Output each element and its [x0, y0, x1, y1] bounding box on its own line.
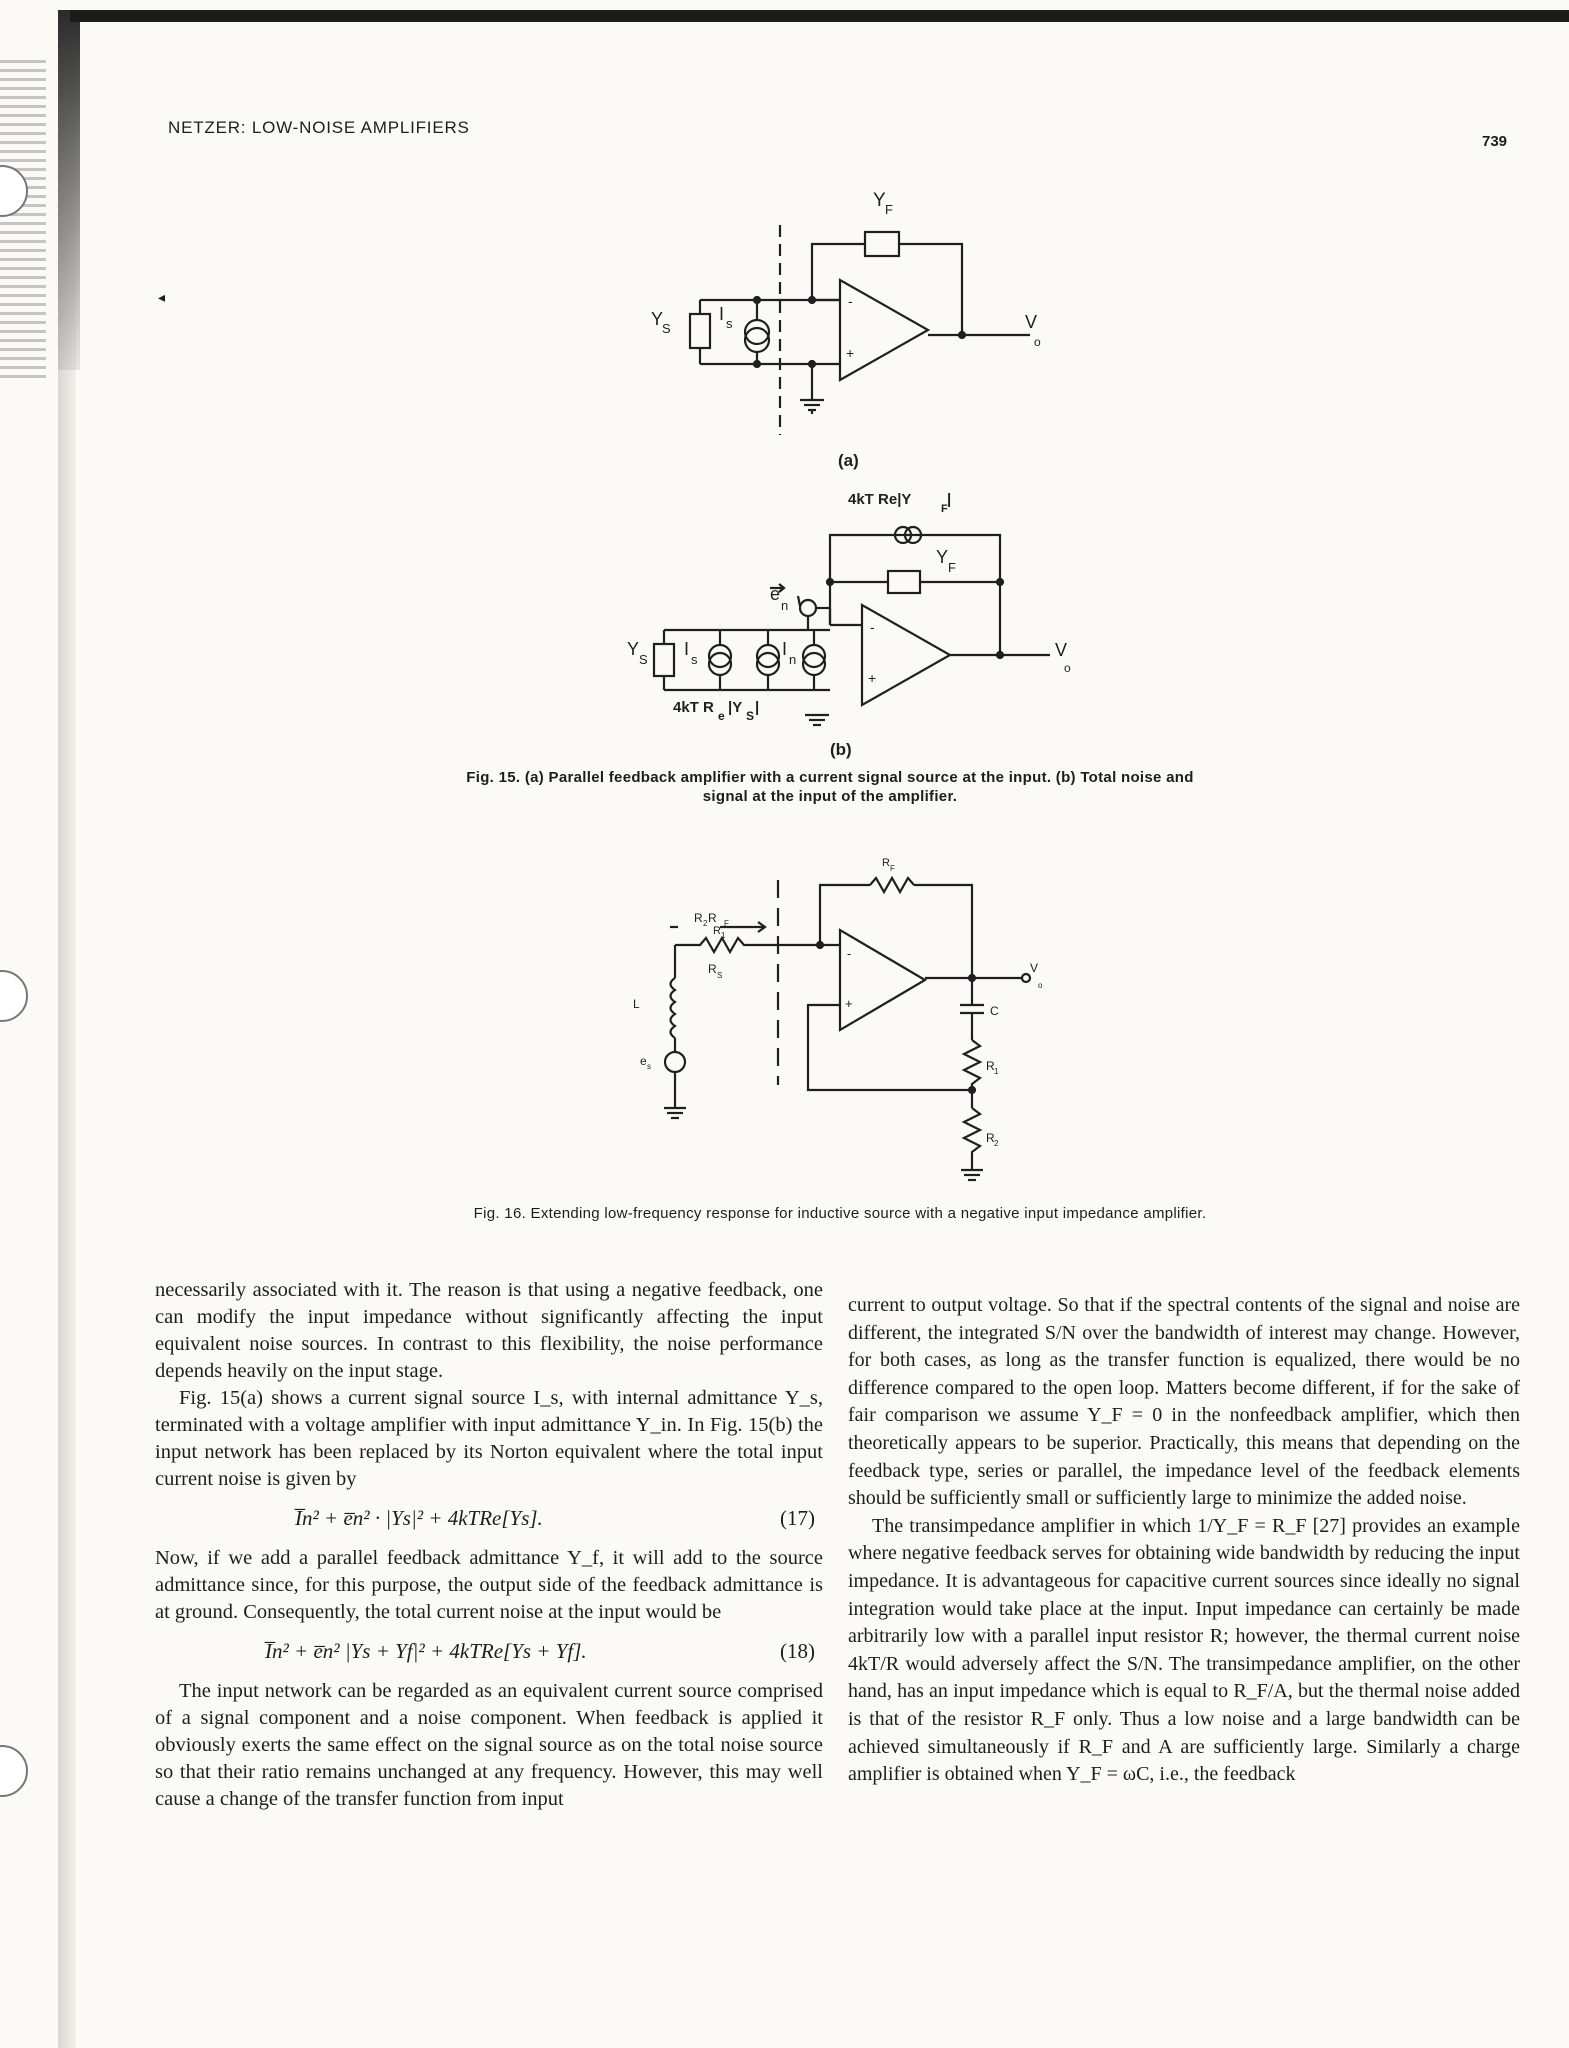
fig15a-yf-label: Y: [873, 190, 886, 211]
fig16-rs-sub: S: [717, 971, 723, 980]
fig15a-ys-sub: S: [662, 321, 671, 336]
fig15a-vo-label: V: [1025, 312, 1038, 332]
fig16-r1b-label: R: [986, 1059, 995, 1073]
fig16-caption: Fig. 16. Extending low-frequency response for inductive source with a negative input impedance amplifier.: [473, 1205, 1207, 1222]
equation-17: [155, 1497, 823, 1541]
fig16-r2b-sub: 2: [994, 1139, 999, 1148]
fig15b-yf-label: Y: [936, 547, 949, 567]
fig16-r1-label: R: [713, 925, 721, 937]
fig16-rs-label: R: [708, 962, 717, 976]
page-number: 739: [1482, 133, 1508, 150]
fig15b-thermal-yf-label: 4kT Re|Y: [848, 491, 912, 508]
fig15b-yf-sub: F: [948, 560, 956, 575]
fig15a-is-sub: s: [726, 316, 733, 331]
fig15a-is-label: I: [719, 304, 725, 324]
fig15b-thermal-yf-sub: F: [941, 503, 948, 515]
fig16-r2rf-sub2: F: [724, 919, 729, 928]
equation-18: [155, 1630, 823, 1674]
equation-17-body: I̅n² + e̅n² · |Ys|² + 4kTRe[Ys].: [295, 1506, 543, 1530]
fig15b-ys-label: Y: [627, 639, 640, 659]
fig15b-vo-label: V: [1055, 640, 1068, 660]
fig15a-panel-label: (a): [838, 451, 859, 470]
equation-17-number: (17): [780, 1506, 815, 1530]
fig15b-plus: +: [868, 670, 877, 686]
fig15b-en-sub: n: [781, 598, 789, 613]
fig16-r1-sub: 1: [721, 931, 726, 940]
fig15a-vo-sub: o: [1034, 335, 1041, 349]
fig15a-minus: -: [848, 293, 853, 309]
fig16-r2rf-mid: R: [708, 911, 717, 925]
fig15b-panel-label: (b): [830, 740, 852, 759]
fig16-circuit: [664, 878, 1030, 1180]
paragraph: Now, if we add a parallel feedback admittance Y_f, it will add to the source admittance since, for this purpose, the output side of the feedback admittance is at ground. Consequently, the total current noise at the input would be: [155, 1547, 823, 1623]
fig16-vo-sub: o: [1038, 981, 1043, 990]
fig15a-ys-label: Y: [651, 309, 664, 329]
fig16-plus: +: [845, 996, 853, 1011]
fig15a-circuit: [690, 225, 1030, 435]
fig16-l-label: L: [633, 997, 640, 1011]
fig16-c-label: C: [990, 1004, 999, 1018]
fig15b-thermal-ys-sub2: S: [746, 709, 755, 723]
fig16-r1b-sub: 1: [994, 1067, 999, 1076]
fig15b-thermal-ys-sub: e: [718, 709, 725, 723]
right-column: [848, 1292, 1520, 1789]
fig16-es-label: e: [640, 1054, 647, 1068]
paragraph: Fig. 15(a) shows a current signal source I_s, with internal admittance Y_s, terminated with a voltage amplifier with input admittance Y_in. In Fig. 15(b) the input network has been replaced by its Norton equivalent where the total input current noise is given by: [155, 1387, 823, 1490]
fig15b-vo-sub: o: [1064, 661, 1071, 675]
equation-18-number: (18): [780, 1639, 815, 1663]
fig15b-thermal-ys-bar: |: [755, 699, 760, 716]
fig16-r2rf-sub: 2: [703, 919, 708, 928]
fig15a-yf-sub: F: [885, 202, 893, 217]
fig16-rf-sub: F: [890, 864, 895, 873]
left-column: [155, 1277, 823, 1813]
fig15b-is-label: I: [684, 639, 690, 659]
fig15b-circuit: [654, 527, 1050, 725]
running-head: NETZER: LOW-NOISE AMPLIFIERS: [168, 118, 470, 137]
fig15b-thermal-yf-bar: |: [947, 491, 952, 508]
equation-18-body: I̅n² + e̅n² |Ys + Yf|² + 4kTRe[Ys + Yf].: [265, 1639, 587, 1663]
paragraph: The input network can be regarded as an equivalent current source comprised of a signal component and a noise component. When feedback is applied it obviously exerts the same effect on the signal source as on the total noise source so that their ratio remains unchanged at any frequency. However, this may well cause a change of the transfer function from input: [155, 1680, 823, 1810]
fig15b-thermal-ys-tail: |Y: [728, 699, 743, 716]
fig15-caption: Fig. 15. (a) Parallel feedback amplifier with a current signal source at the input. (b) Total noise and signal at the input of the amplifier.: [466, 769, 1194, 805]
fig16-minus: -: [847, 946, 852, 961]
paragraph: The transimpedance amplifier in which 1/Y_F = R_F [27] provides an example where negative feedback serves for obtaining wide bandwidth by reducing the input impedance. It is advantageous for capacitive current sources since ideally no signal integration would take place at the input. Input impedance can certainly be made arbitrarily low with a parallel input resistor R; however, the thermal current noise 4kT/R would adversely affect the S/N. The transimpedance amplifier, on the other hand, has an input impedance which is equal to R_F/A, but the thermal noise added is that of the resistor R_F only. Thus a low noise and a large bandwidth can be achieved simultaneously if R_F and A are sufficiently large. Similarly a charge amplifier is obtained when Y_F = ωC, i.e., the feedback: [848, 1514, 1520, 1786]
fig15b-is-sub: s: [691, 652, 698, 667]
fig15b-in-sub: n: [789, 652, 797, 667]
fig15b-ys-sub: S: [639, 652, 648, 667]
stray-mark: ◂: [158, 291, 166, 306]
fig16-es-sub: s: [647, 1062, 651, 1071]
fig15b-in-label: I: [782, 639, 788, 659]
fig16-rf-label: R: [882, 857, 890, 869]
fig15a-plus: +: [846, 345, 855, 361]
fig16-vo-label: V: [1030, 961, 1039, 975]
paragraph: current to output voltage. So that if the spectral contents of the signal and noise are different, the integrated S/N over the bandwidth of interest may change. However, for both cases, as long as the transfer function is equalized, there would be no difference compared to the open loop. Matters become different, if for the sake of fair comparison we assume Y_F = 0 in the nonfeedback amplifier, which then theoretically appears to be superior. Practically, this means that depending on the feedback type, series or parallel, the impedance level of the feedback elements should be sufficiently small or sufficiently large to minimize the added noise.: [848, 1294, 1520, 1510]
fig15b-en-label: e: [770, 584, 781, 604]
fig15b-minus: -: [870, 619, 875, 635]
fig16-r2rf-label: R: [694, 911, 703, 925]
paragraph: necessarily associated with it. The reason is that using a negative feedback, one can modify the input impedance without significantly affecting the input equivalent noise sources. In contrast to this flexibility, the noise performance depends heavily on the input stage.: [155, 1279, 823, 1382]
fig16-r2b-label: R: [986, 1131, 995, 1145]
fig15b-thermal-ys-label: 4kT R: [673, 699, 714, 716]
